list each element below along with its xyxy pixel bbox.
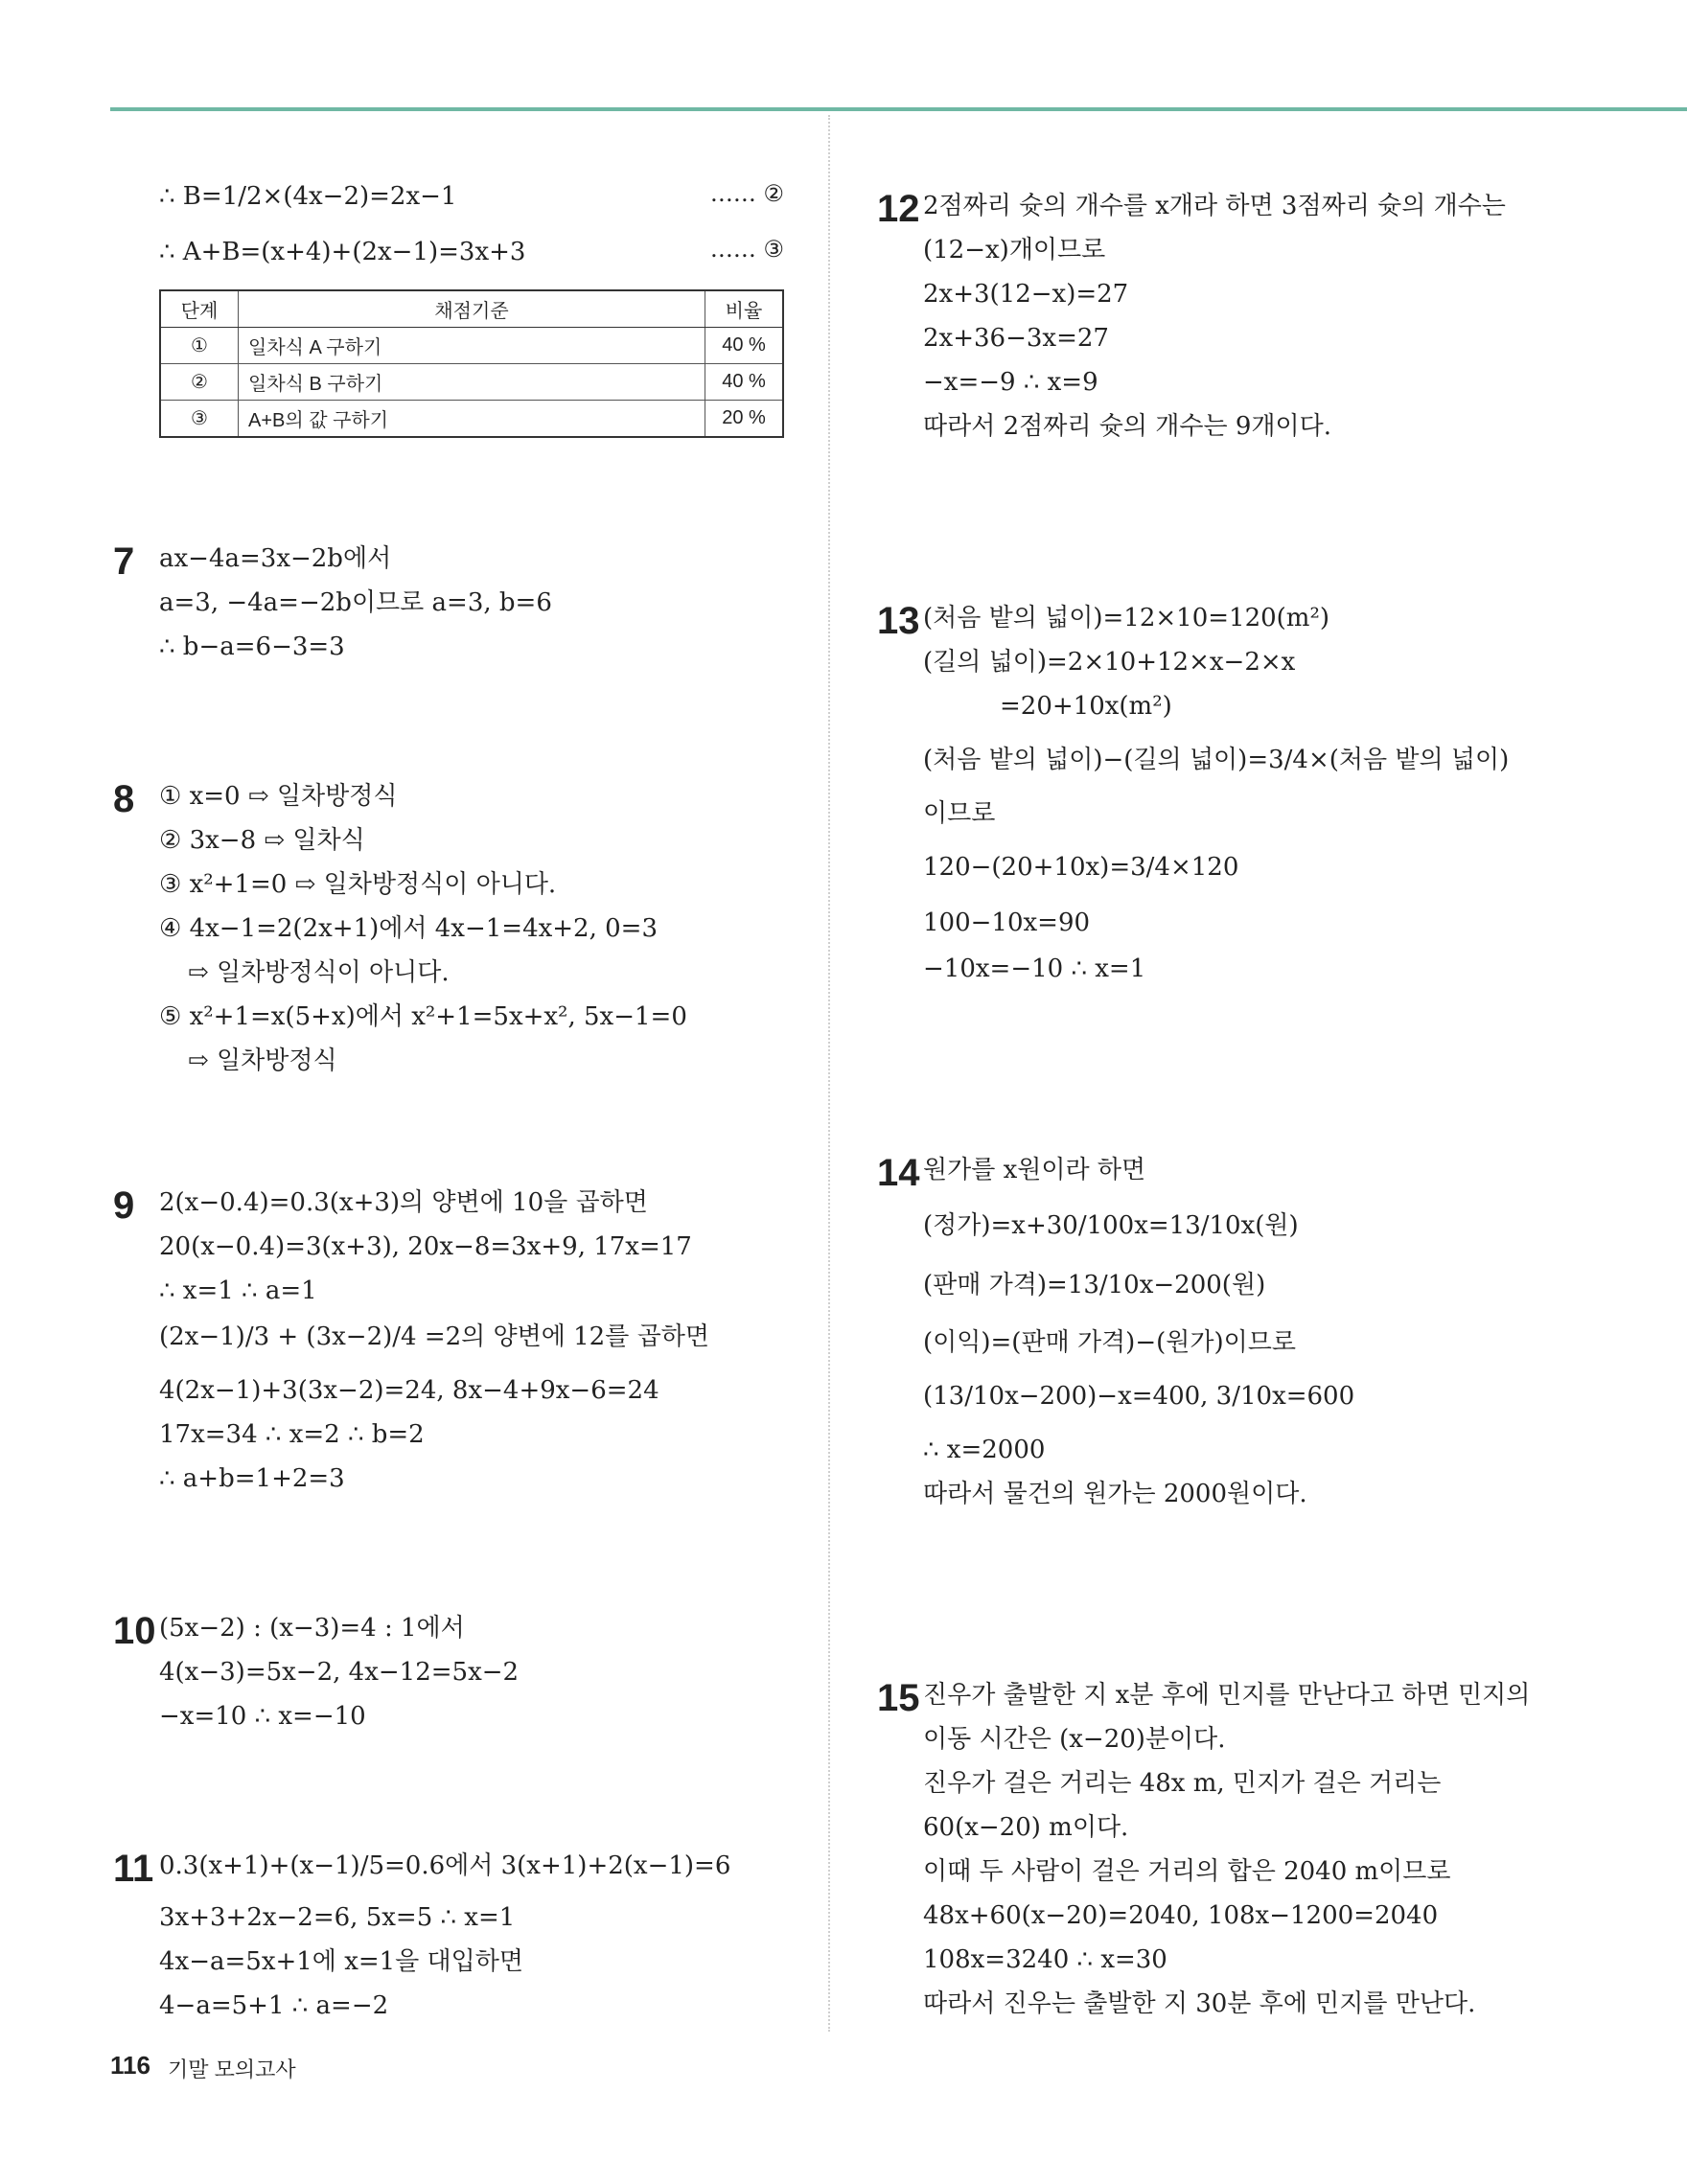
table-row (160, 328, 783, 364)
solution-line: ∴ b−a=6−3=3 (159, 632, 345, 661)
solution-line: 따라서 물건의 원가는 2000원이다. (923, 1480, 1307, 1508)
step-marker: …… ③ (709, 236, 784, 263)
problem-14 (877, 1154, 1567, 1537)
table-header: 채점기준 (239, 290, 705, 328)
table-cell: ① (160, 328, 239, 364)
solution-line: 108x=3240 ∴ x=30 (923, 1945, 1167, 1974)
solution-line: 4x−a=5x+1에 x=1을 대입하면 (159, 1947, 524, 1976)
problem-10 (113, 1612, 784, 1736)
solution-line: ⇨ 일차방정식이 아니다. (188, 958, 450, 987)
page-section-title: 기말 모의고사 (168, 2058, 296, 2081)
solution-line: 이때 두 사람이 걸은 거리의 합은 2040 m이므로 (923, 1857, 1451, 1886)
problem-number: 13 (877, 600, 920, 642)
solution-line: 0.3(x+1)+(x−1)/5=0.6에서 3(x+1)+2(x−1)=6 (159, 1851, 731, 1880)
solution-line: 이동 시간은 (x−20)분이다. (923, 1725, 1226, 1754)
solution-line: (13/10x−200)−x=400, 3/10x=600 (923, 1382, 1355, 1411)
table-cell: 일차식 A 구하기 (239, 328, 705, 364)
step-marker: …… ② (709, 180, 784, 207)
solution-line: 진우가 걸은 거리는 48x m, 민지가 걸은 거리는 (923, 1769, 1442, 1798)
solution-line: (길의 넓이)=2×10+12×x−2×x (923, 648, 1296, 677)
table-cell: ② (160, 364, 239, 401)
solution-line: (12−x)개이므로 (923, 236, 1106, 264)
table-cell: A+B의 값 구하기 (239, 401, 705, 438)
solution-line: −x=10 ∴ x=−10 (159, 1702, 366, 1731)
grading-table (159, 289, 784, 438)
problem-13 (877, 602, 1567, 1004)
solution-line: (처음 밭의 넓이)=12×10=120(m²) (923, 604, 1330, 632)
solution-line: ③ x²+1=0 ⇨ 일차방정식이 아니다. (159, 870, 557, 899)
problem-number: 8 (113, 778, 135, 820)
solution-line: 48x+60(x−20)=2040, 108x−1200=2040 (923, 1901, 1439, 1930)
solution-line: (이익)=(판매 가격)−(원가)이므로 (923, 1328, 1296, 1357)
solution-line: 4−a=5+1 ∴ a=−2 (159, 1991, 389, 2020)
solution-line: (처음 밭의 넓이)−(길의 넓이)=3/4×(처음 밭의 넓이) (923, 746, 1510, 774)
solution-line: 20(x−0.4)=3(x+3), 20x−8=3x+9, 17x=17 (159, 1232, 692, 1261)
solution-line: ax−4a=3x−2b에서 (159, 544, 392, 573)
solution-line: −x=−9 ∴ x=9 (923, 368, 1098, 397)
solution-line: −10x=−10 ∴ x=1 (923, 954, 1146, 983)
problem-number: 10 (113, 1610, 156, 1652)
solution-line: ⇨ 일차방정식 (188, 1046, 337, 1075)
solution-line: ⑤ x²+1=x(5+x)에서 x²+1=5x+x², 5x−1=0 (159, 1002, 687, 1031)
problem-11 (113, 1850, 784, 2022)
table-cell: ③ (160, 401, 239, 438)
solution-line: 120−(20+10x)=3/4×120 (923, 853, 1239, 882)
problem-number: 15 (877, 1677, 920, 1719)
solution-line: ∴ x=1 ∴ a=1 (159, 1276, 317, 1305)
table-cell: 일차식 B 구하기 (239, 364, 705, 401)
table-header: 비율 (705, 290, 784, 328)
continued-solution (159, 180, 784, 276)
problem-15 (877, 1679, 1567, 2043)
solution-line: 2(x−0.4)=0.3(x+3)의 양변에 10을 곱하면 (159, 1188, 648, 1217)
table-row (160, 401, 783, 438)
problem-number: 11 (113, 1848, 154, 1890)
table-cell: 40 % (705, 328, 784, 364)
solution-line: =20+10x(m²) (1000, 692, 1172, 721)
solution-line: ④ 4x−1=2(2x+1)에서 4x−1=4x+2, 0=3 (159, 914, 658, 943)
solution-line: (판매 가격)=13/10x−200(원) (923, 1271, 1266, 1299)
solution-line: 4(x−3)=5x−2, 4x−12=5x−2 (159, 1658, 520, 1687)
solution-line: a=3, −4a=−2b이므로 a=3, b=6 (159, 588, 552, 617)
solution-line: (정가)=x+30/100x=13/10x(원) (923, 1211, 1299, 1240)
solution-line: ∴ x=2000 (923, 1436, 1046, 1464)
solution-line: 따라서 진우는 출발한 지 30분 후에 민지를 만난다. (923, 1989, 1476, 2018)
column-divider (828, 115, 830, 2032)
solution-line: 2x+36−3x=27 (923, 324, 1109, 353)
solution-line: ① x=0 ⇨ 일차방정식 (159, 782, 398, 811)
solution-line: 100−10x=90 (923, 908, 1091, 937)
left-column (113, 0, 784, 2184)
table-cell: 20 % (705, 401, 784, 438)
solution-line: 17x=34 ∴ x=2 ∴ b=2 (159, 1420, 425, 1449)
solution-line: ∴ B=1/2×(4x−2)=2x−1 (159, 182, 457, 211)
solution-line: 4(2x−1)+3(3x−2)=24, 8x−4+9x−6=24 (159, 1376, 659, 1405)
solution-line: ② 3x−8 ⇨ 일차식 (159, 826, 365, 855)
problem-9 (113, 1186, 784, 1503)
solution-line: (2x−1)/3 + (3x−2)/4 =2의 양변에 12를 곱하면 (159, 1322, 709, 1351)
solution-line: 이므로 (923, 799, 996, 828)
page-number: 116 (110, 2051, 150, 2080)
table-cell: 40 % (705, 364, 784, 401)
table-header: 단계 (160, 290, 239, 328)
solution-line: 따라서 2점짜리 슛의 개수는 9개이다. (923, 412, 1332, 441)
right-column (877, 0, 1567, 2184)
solution-line: ∴ a+b=1+2=3 (159, 1464, 345, 1493)
solution-line: 진우가 출발한 지 x분 후에 민지를 만난다고 하면 민지의 (923, 1681, 1531, 1710)
solution-line: 원가를 x원이라 하면 (923, 1156, 1146, 1184)
solution-line: 2점짜리 슛의 개수를 x개라 하면 3점짜리 슛의 개수는 (923, 192, 1506, 220)
problem-number: 12 (877, 188, 920, 230)
solution-line: 60(x−20) m이다. (923, 1813, 1129, 1842)
solution-line: 3x+3+2x−2=6, 5x=5 ∴ x=1 (159, 1903, 516, 1932)
solution-line: (5x−2) : (x−3)=4 : 1에서 (159, 1614, 465, 1643)
problem-12 (877, 190, 1567, 458)
problem-number: 7 (113, 540, 135, 583)
table-header-row (160, 290, 783, 328)
problem-number: 14 (877, 1152, 920, 1194)
problem-number: 9 (113, 1184, 135, 1227)
solution-line: 2x+3(12−x)=27 (923, 280, 1129, 309)
solution-line: ∴ A+B=(x+4)+(2x−1)=3x+3 (159, 238, 526, 266)
problem-8 (113, 780, 784, 1096)
table-row (160, 364, 783, 401)
problem-7 (113, 542, 784, 667)
